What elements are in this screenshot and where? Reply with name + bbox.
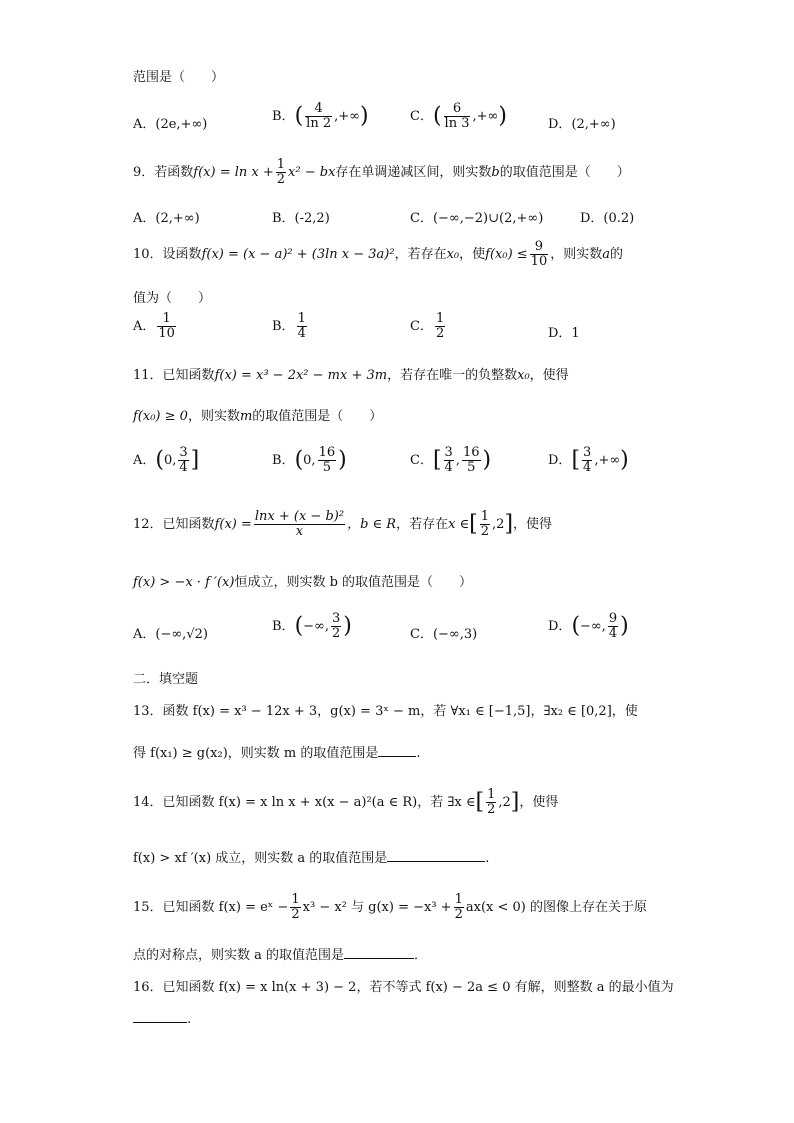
q10-option-c[interactable]: C． $\frac{1}{2}$ xyxy=(410,311,445,341)
q8-option-b[interactable]: B．( $\frac{4}{\ln 2}$ ,+∞) xyxy=(272,101,369,131)
question-15-stem-line2: 点的对称点，则实数 a 的取值范围是 ． xyxy=(133,948,428,963)
q9-option-c[interactable]: C．(−∞,−2)∪(2,+∞) xyxy=(410,211,544,226)
q10-option-d[interactable]: D．1 xyxy=(548,326,580,341)
q9-option-a[interactable]: A．(2,+∞) xyxy=(133,211,200,226)
question-11-stem: 11．已知函数f(x) = x³ − 2x² − mx + 3m，若存在唯一的负整数x₀，使得 xyxy=(133,368,569,383)
q9-option-d[interactable]: D．(0.2) xyxy=(580,211,635,226)
q12-option-a[interactable]: A．(−∞,√2) xyxy=(133,627,208,642)
q10-option-a[interactable]: A． $\frac{1}{10}$ xyxy=(133,311,175,341)
question-14-stem-line2: f(x) > xf ′(x) 成立，则实数 a 的取值范围是 . xyxy=(133,851,490,866)
q16-answer-blank[interactable] xyxy=(133,1010,187,1023)
q11-option-d[interactable]: D．[ $\frac{3}{4}$ ,+∞) xyxy=(548,445,629,475)
question-11-stem-line2: f(x₀) ≥ 0，则实数m的取值范围是（ ） xyxy=(133,409,383,424)
q11-option-a[interactable]: A．(0, $\frac{3}{4}$ ] xyxy=(133,445,200,475)
q14-answer-blank[interactable] xyxy=(387,849,485,862)
question-10-stem: 10．设函数f(x) = (x − a)² + (3ln x − 3a)²，若存在x₀，使f(x₀) ≤ $\frac{9}{10}$ ，则实数a的 xyxy=(133,239,624,269)
section-heading-fill-in: 二．填空题 xyxy=(133,672,199,687)
question-13-stem-line2: 得 f(x₁) ≥ g(x₂)，则实数 m 的取值范围是 . xyxy=(133,746,421,761)
q8-option-a[interactable]: A．(2e,+∞) xyxy=(133,117,208,132)
q11-option-b[interactable]: B．(0, $\frac{16}{5}$ ) xyxy=(272,445,347,475)
question-10-stem-line2: 值为（ ） xyxy=(133,291,212,306)
q9-option-b[interactable]: B．(-2,2) xyxy=(272,211,330,226)
q15-answer-blank[interactable] xyxy=(344,946,414,959)
q8-option-d[interactable]: D．(2,+∞) xyxy=(548,117,616,132)
q13-answer-blank[interactable] xyxy=(378,744,416,757)
question-13-stem: 13．函数 f(x) = x³ − 12x + 3，g(x) = 3ˣ − m，若 ∀x₁ ∈ [−1,5]，∃x₂ ∈ [0,2]，使 xyxy=(133,704,638,719)
question-16-stem: 16．已知函数 f(x) = x ln(x + 3) − 2，若不等式 f(x) − 2a ≤ 0 有解，则整数 a 的最小值为 xyxy=(133,980,674,995)
q12-option-d[interactable]: D．(−∞, $\frac{9}{4}$ ) xyxy=(548,611,629,641)
question-9-stem: 9．若函数f(x) = ln x + $\frac{1}{2}$ x² − bx存在单调递减区间，则实数b的取值范围是（ ） xyxy=(133,157,630,187)
q12-option-c[interactable]: C．(−∞,3) xyxy=(410,627,478,642)
q10-option-b[interactable]: B． $\frac{1}{4}$ xyxy=(272,311,306,341)
question-14-stem: 14．已知函数 f(x) = x ln x + x(x − a)²(a ∈ R)，若 ∃x ∈[ $\frac{1}{2}$ ,2]，使得 xyxy=(133,787,559,817)
q12-option-b[interactable]: B．(−∞, $\frac{3}{2}$ ) xyxy=(272,611,352,641)
q11-option-c[interactable]: C．[ $\frac{3}{4}$ , $\frac{16}{5}$ ) xyxy=(410,445,492,475)
question-12-stem-line2: f(x) > −x · f ′(x)恒成立，则实数 b 的取值范围是（ ） xyxy=(133,575,473,590)
question-12-stem: 12．已知函数f(x) = $\frac{\text{lnx + (x − b)²}}{x}$ ，b ∈ R，若存在x ∈[ $\frac{1}{2}$ ,2]，使得 xyxy=(133,509,553,539)
question-8-stem-tail: 范围是（ ） xyxy=(133,70,225,85)
question-15-stem: 15．已知函数 f(x) = eˣ − $\frac{1}{2}$ x³ − x² 与 g(x) = −x³ + $\frac{1}{2}$ ax(x < 0) 的图像上存在关于原 xyxy=(133,892,647,922)
q8-option-c[interactable]: C．( $\frac{6}{\ln 3}$ ,+∞) xyxy=(410,101,507,131)
question-16-stem-line2: . xyxy=(133,1010,191,1027)
